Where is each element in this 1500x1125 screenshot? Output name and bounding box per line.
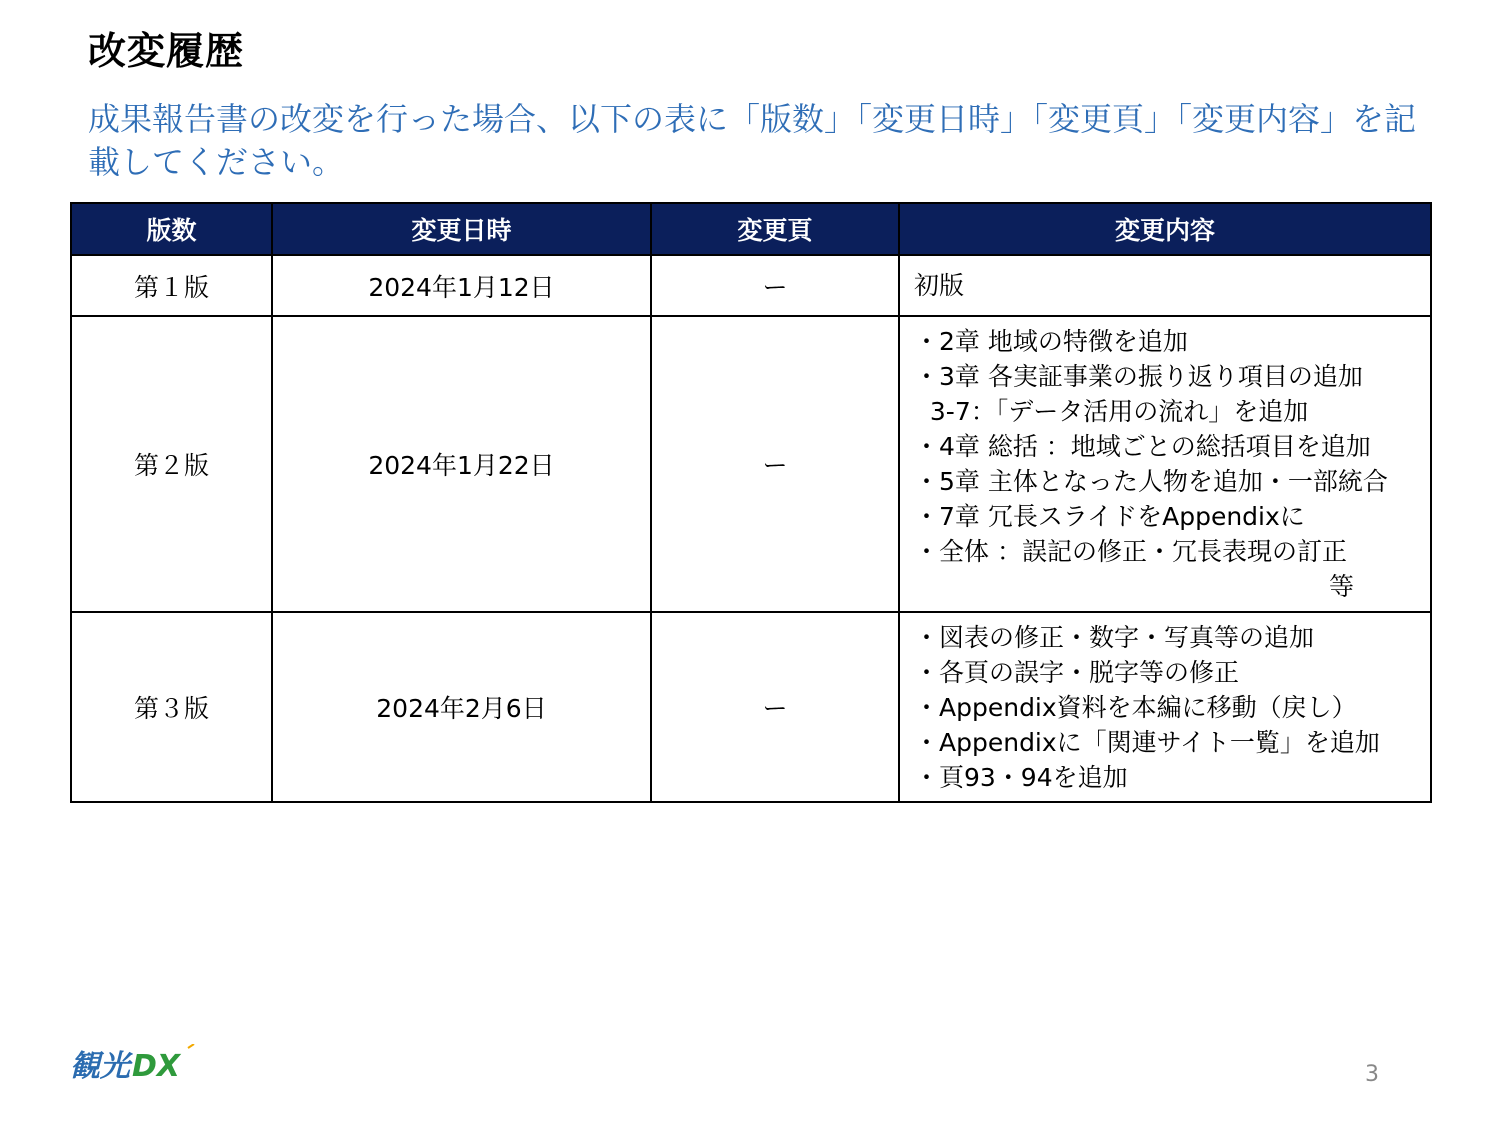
header-pages: 変更頁 [651, 203, 899, 255]
content-line: 等 [1328, 572, 1354, 601]
content-line: ・図表の修正・数字・写真等の追加 [914, 622, 1315, 652]
content-cell [899, 612, 1431, 802]
content-line: ・全体 ：誤記の修正・冗長表現の訂正 [914, 537, 1347, 566]
page-number: 3 [1365, 1062, 1379, 1087]
kanko-dx-logo [70, 1044, 200, 1084]
content-line: ・Appendix資料を本編に移動（戻し） [914, 692, 1357, 722]
content-cell [899, 255, 1431, 316]
content-line: ・頁93・94を追加 [914, 762, 1128, 792]
content-line: ・Appendixに「関連サイト一覧」を追加 [914, 727, 1380, 757]
content-line: ・2章 地域の特徴を追加 [914, 327, 1188, 356]
date-cell: 2024年1月22日 [272, 316, 651, 612]
pages-cell: ー [651, 316, 899, 612]
content-line: ・5章 主体となった人物を追加・一部統合 [914, 467, 1388, 496]
version-cell: 第１版 [71, 255, 272, 316]
pages-cell: ー [651, 612, 899, 802]
table-row [71, 612, 1431, 802]
content-line: ・7章 冗長スライドをAppendixに [914, 502, 1305, 531]
table-row [71, 316, 1431, 612]
intro-text: 成果報告書の改変を行った場合、以下の表に「版数」「変更日時」「変更頁」「変更内容」を記載してください。 [88, 100, 1417, 181]
header-version: 版数 [71, 203, 272, 255]
table-header-row [71, 203, 1431, 255]
content-line: 初版 [914, 271, 965, 300]
content-line: ・各頁の誤字・脱字等の修正 [914, 657, 1240, 687]
date-cell: 2024年2月6日 [272, 612, 651, 802]
header-date: 変更日時 [272, 203, 651, 255]
version-cell: 第３版 [71, 612, 272, 802]
pages-cell: ー [651, 255, 899, 316]
revision-history-table [70, 202, 1432, 803]
svg-text:観光: 観光 [70, 1049, 130, 1084]
content-line: ・3章 各実証事業の振り返り項目の追加 [914, 362, 1363, 391]
header-content: 変更内容 [899, 203, 1431, 255]
content-line: ・4章 総括 ：地域ごとの総括項目を追加 [914, 432, 1371, 461]
svg-text:DX: DX [132, 1049, 181, 1084]
date-cell: 2024年1月12日 [272, 255, 651, 316]
content-line: 3-7：「データ活用の流れ」を追加 [914, 397, 1309, 426]
table-row [71, 255, 1431, 316]
page-title: 改変履歴 [88, 29, 245, 73]
content-cell [899, 316, 1431, 612]
version-cell: 第２版 [71, 316, 272, 612]
